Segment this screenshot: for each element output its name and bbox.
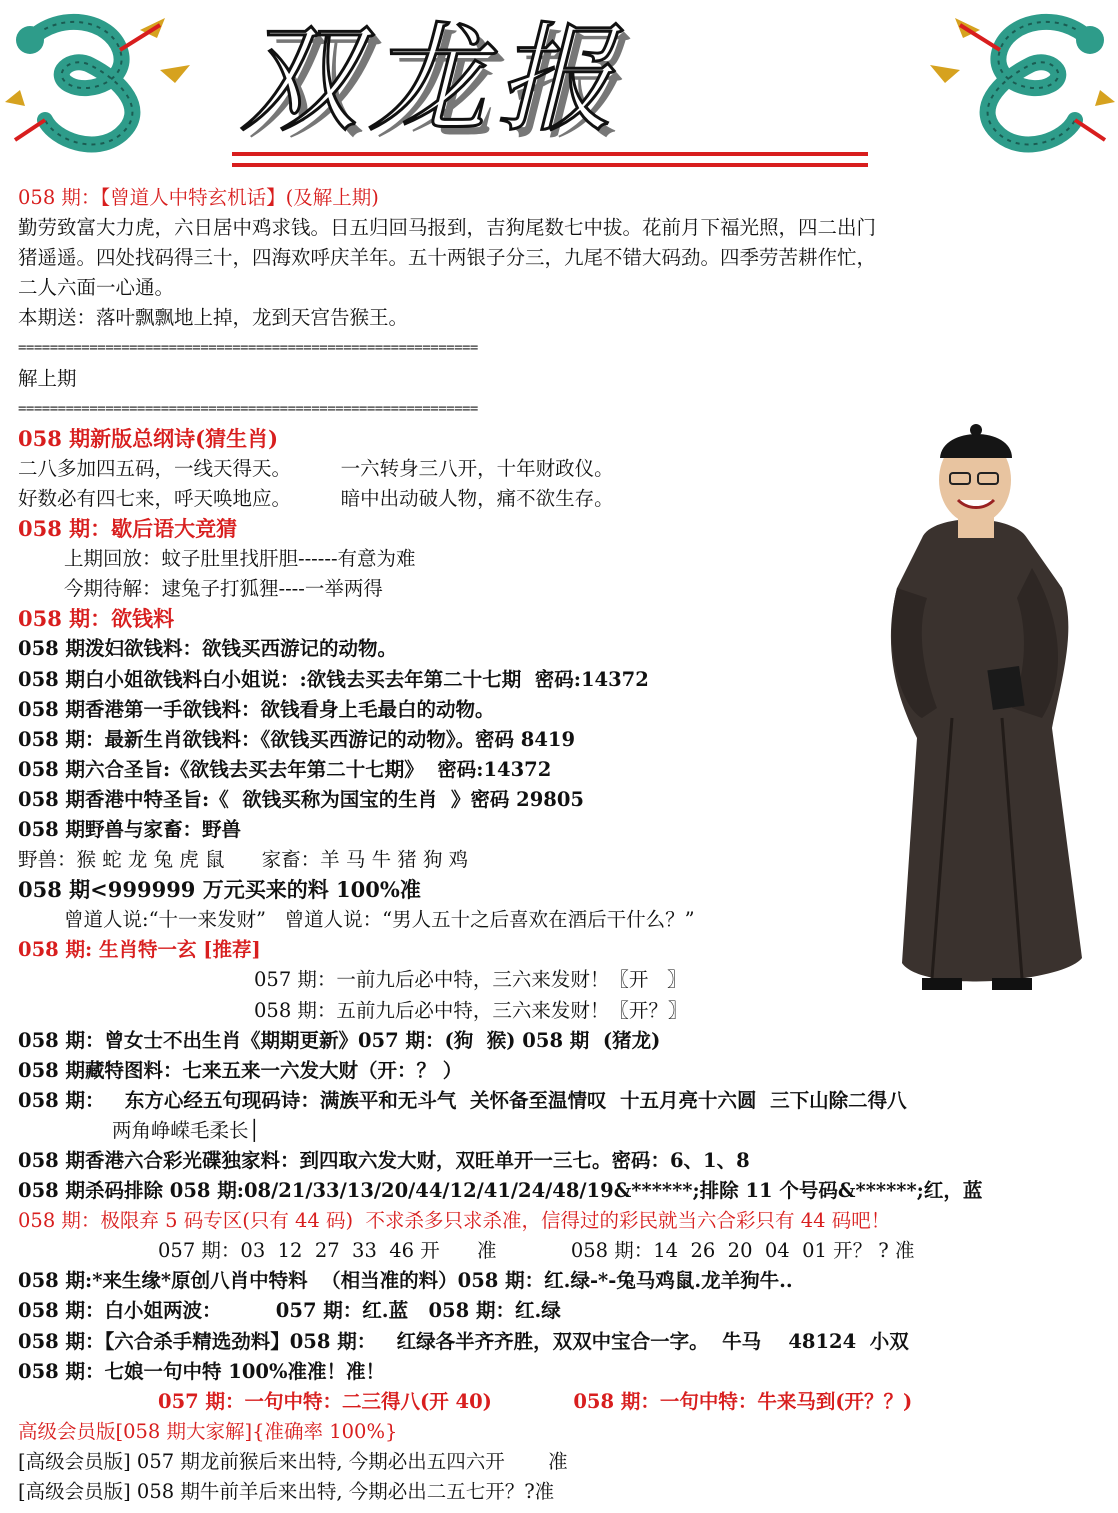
text-line: 野兽：猴 蛇 龙 兔 虎 鼠 家畜：羊 马 牛 猪 狗 鸡 (18, 848, 469, 872)
text-line: 057 期：一句中特：二三得八(开 40) 058 期：一句中特：牛来马到(开？？) (158, 1389, 913, 1413)
masthead (0, 0, 1118, 185)
text-line: 058 期：白小姐两波： 057 期：红.蓝 058 期：红.绿 (18, 1299, 561, 1323)
masthead-title: 双龙报 (240, 10, 625, 148)
text-line: 058 期：曾女士不出生肖《期期更新》057 期：(狗 猴) 058 期 (猪龙) (18, 1028, 661, 1052)
dragon-right-icon (870, 0, 1118, 165)
text-line: [高级会员版] 058 期牛前羊后来出特, 今期必出二五七开？?准 (18, 1480, 555, 1504)
text-line: 二人六面一心通。 (18, 276, 175, 300)
text-line: 058 期:*来生缘*原创八肖中特料 （相当准的料）058 期：红.绿-*-兔马鸡鼠.龙羊狗牛.. (18, 1269, 793, 1293)
text-line: 勤劳致富大力虎，六日居中鸡求钱。日五归回马报到，吉狗尾数七中拔。花前月下福光照，四二出门 (18, 216, 877, 240)
dragon-left-icon (0, 0, 230, 165)
text-line: ========================================================== (18, 340, 478, 357)
text-line: 058 期香港第一手欲钱料：欲钱看身上毛最白的动物。 (18, 697, 495, 721)
text-line: 二八多加四五码，一线天得天。 一六转身三八开，十年财政仪。 (18, 456, 614, 480)
article-body (18, 183, 1100, 1507)
text-line: 猪遥遥。四处找码得三十，四海欢呼庆羊年。五十两银子分三，九尾不错大码劲。四季劳苦耕作忙， (18, 246, 877, 270)
text-line: 058 期： 东方心经五句现码诗：满族平和无斗气 关怀备至温情叹 十五月亮十六圆 三下山除二得八 (18, 1088, 907, 1112)
text-line: 058 期: 生肖特一玄 [推荐] (18, 938, 261, 962)
text-line: 本期送：落叶飘飘地上掉，龙到天宫告猴王。 (18, 306, 409, 330)
text-line: 058 期野兽与家畜：野兽 (18, 817, 241, 841)
text-line: 058 期香港六合彩光碟独家料：到四取六发大财，双旺单开一三七。密码：6、1、8 (18, 1149, 750, 1172)
text-line: 058 期：最新生肖欲钱料：《欲钱买西游记的动物》。密码 8419 (18, 727, 576, 751)
text-line: 057 期：一前九后必中特，三六来发财！〖开 〗 (254, 968, 687, 992)
text-line: 058 期六合圣旨:《欲钱去买去年第二十七期》 密码:14372 (18, 757, 552, 781)
text-line: 高级会员版[058 期大家解]{准确率 100%} (18, 1419, 398, 1443)
text-line: 今期待解：逮兔子打狐狸----一举两得 (64, 577, 383, 601)
text-line: 058 期：七娘一句中特 100%准准！准！ (18, 1359, 386, 1383)
text-line: 058 期：五前九后必中特，三六来发财！〖开？〗 (254, 998, 688, 1022)
text-line: 058 期：歇后语大竞猜 (18, 516, 238, 542)
text-line: 058 期白小姐欲钱料白小姐说：:欲钱去买去年第二十七期 密码:14372 (18, 667, 649, 691)
text-line: 058 期杀码排除 058 期:08/21/33/13/20/44/12/41/24/48/19&******;排除 11 个号码&******;红，蓝 (18, 1179, 983, 1203)
text-line: 两角峥嵘毛柔长│ (112, 1118, 261, 1142)
masthead-red-rules (232, 152, 868, 174)
text-line: 057 期：03 12 27 33 46 开 准 058 期：14 26 20 04 01 开？ ? 准 (158, 1239, 915, 1263)
text-line: 058 期：【六合杀手精选劲料】058 期： 红绿各半齐齐胜，双双中宝合一字。 牛马 48124 小双 (18, 1329, 909, 1353)
text-line: [高级会员版] 057 期龙前猴后来出特, 今期必出五四六开 准 (18, 1449, 568, 1473)
text-line: 058 期泼妇欲钱料：欲钱买西游记的动物。 (18, 637, 397, 661)
text-line: 058 期<999999 万元买来的料 100%准 (18, 877, 421, 903)
text-line: 058 期藏特图料：七来五来一六发大财（开：？ ） (18, 1058, 463, 1082)
text-line: 058 期：极限弃 5 码专区(只有 44 码) 不求杀多只求杀准，信得过的彩民就当六合彩只有 44 码吧！ (18, 1209, 891, 1233)
text-line: 058 期香港中特圣旨:《 欲钱买称为国宝的生肖 》密码 29805 (18, 787, 584, 811)
text-line: 058 期：欲钱料 (18, 606, 175, 632)
text-line: 上期回放：蚊子肚里找肝胆------有意为难 (64, 547, 416, 571)
text-line: ========================================================== (18, 400, 478, 417)
text-line: 曾道人说:“十一来发财” 曾道人说：“男人五十之后喜欢在酒后干什么？” (64, 908, 695, 932)
text-line: 解上期 (18, 366, 77, 390)
text-line: 058 期新版总纲诗(猜生肖) (18, 425, 279, 451)
text-line: 058 期：【曾道人中特玄机话】(及解上期) (18, 186, 379, 209)
text-line: 好数必有四七来，呼天唤地应。 暗中出动破人物，痛不欲生存。 (18, 486, 614, 510)
